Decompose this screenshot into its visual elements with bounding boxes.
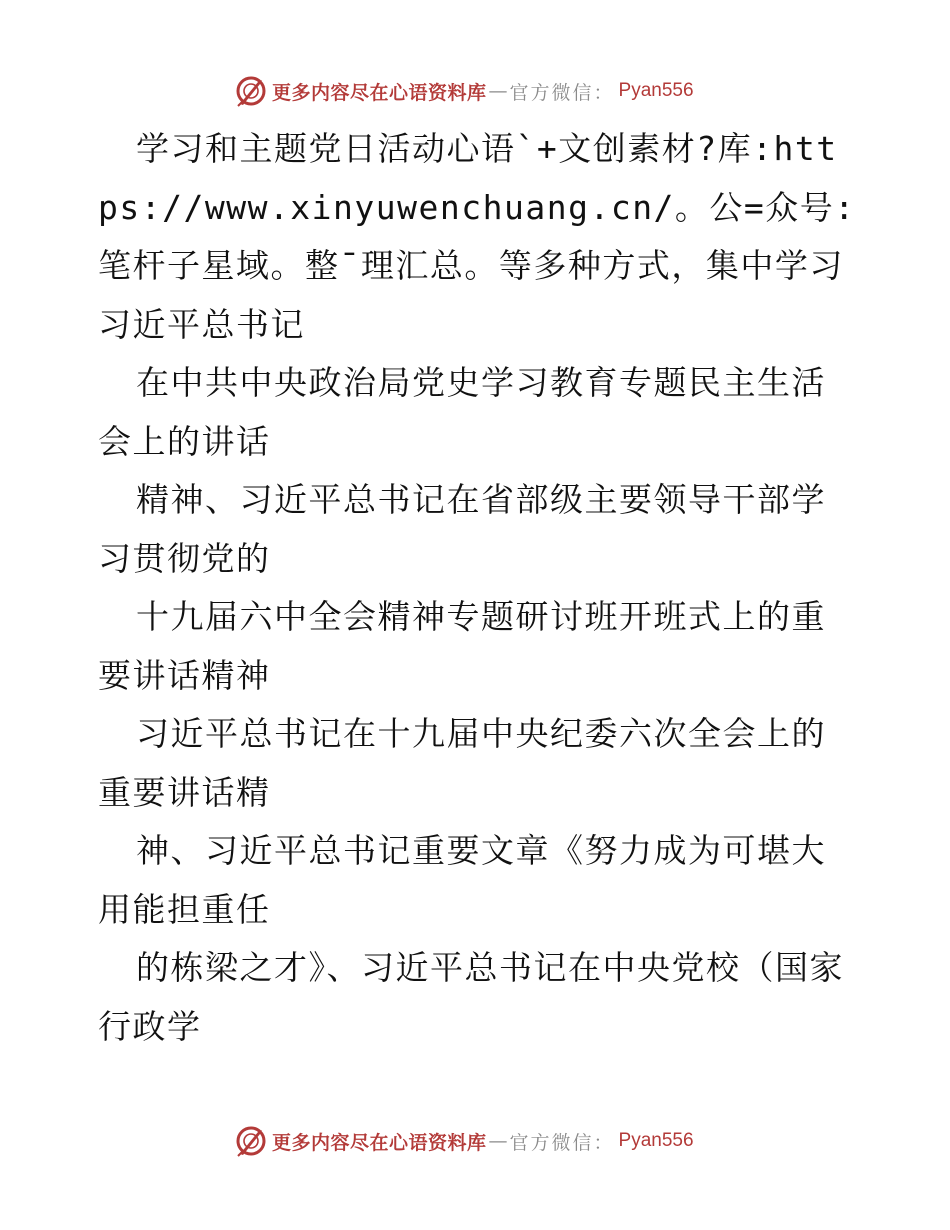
header-site-text: 更多内容尽在心语资料库 [272, 81, 487, 104]
paragraph-4: 十九届六中全会精神专题研讨班开班式上的重要讲话精神 [98, 597, 826, 695]
footer-separator: — [488, 1130, 508, 1152]
paragraph-3: 精神、习近平总书记在省部级主要领导干部学习贯彻党的 [98, 480, 826, 578]
header-separator: — [488, 80, 508, 102]
footer-banner [234, 1123, 694, 1159]
quill-logo-icon [234, 1124, 268, 1158]
footer-official-label: 官方微信： [509, 1131, 615, 1154]
quill-logo-icon [234, 74, 268, 108]
header-wechat-id: Pyan556 [618, 80, 694, 101]
header-banner [234, 73, 694, 109]
document-body [98, 120, 858, 1056]
paragraph-5: 习近平总书记在十九届中央纪委六次全会上的重要讲话精 [98, 714, 826, 812]
paragraph-7: 的栋梁之才》、习近平总书记在中央党校（国家行政学 [98, 948, 844, 1046]
footer-site-text: 更多内容尽在心语资料库 [272, 1131, 487, 1154]
paragraph-6: 神、习近平总书记重要文章《努力成为可堪大用能担重任 [98, 831, 826, 929]
paragraph-2: 在中共中央政治局党史学习教育专题民主生活会上的讲话 [98, 363, 826, 461]
paragraph-1: 学习和主题党日活动心语`+文创素材?库:https://www.xinyuwenchuang.cn/。公=众号: 笔杆子星域。整¯理汇总。等多种方式，集中学习习近平总书记 [98, 129, 856, 344]
header-official-label: 官方微信： [509, 81, 615, 104]
footer-wechat-id: Pyan556 [618, 1130, 694, 1151]
